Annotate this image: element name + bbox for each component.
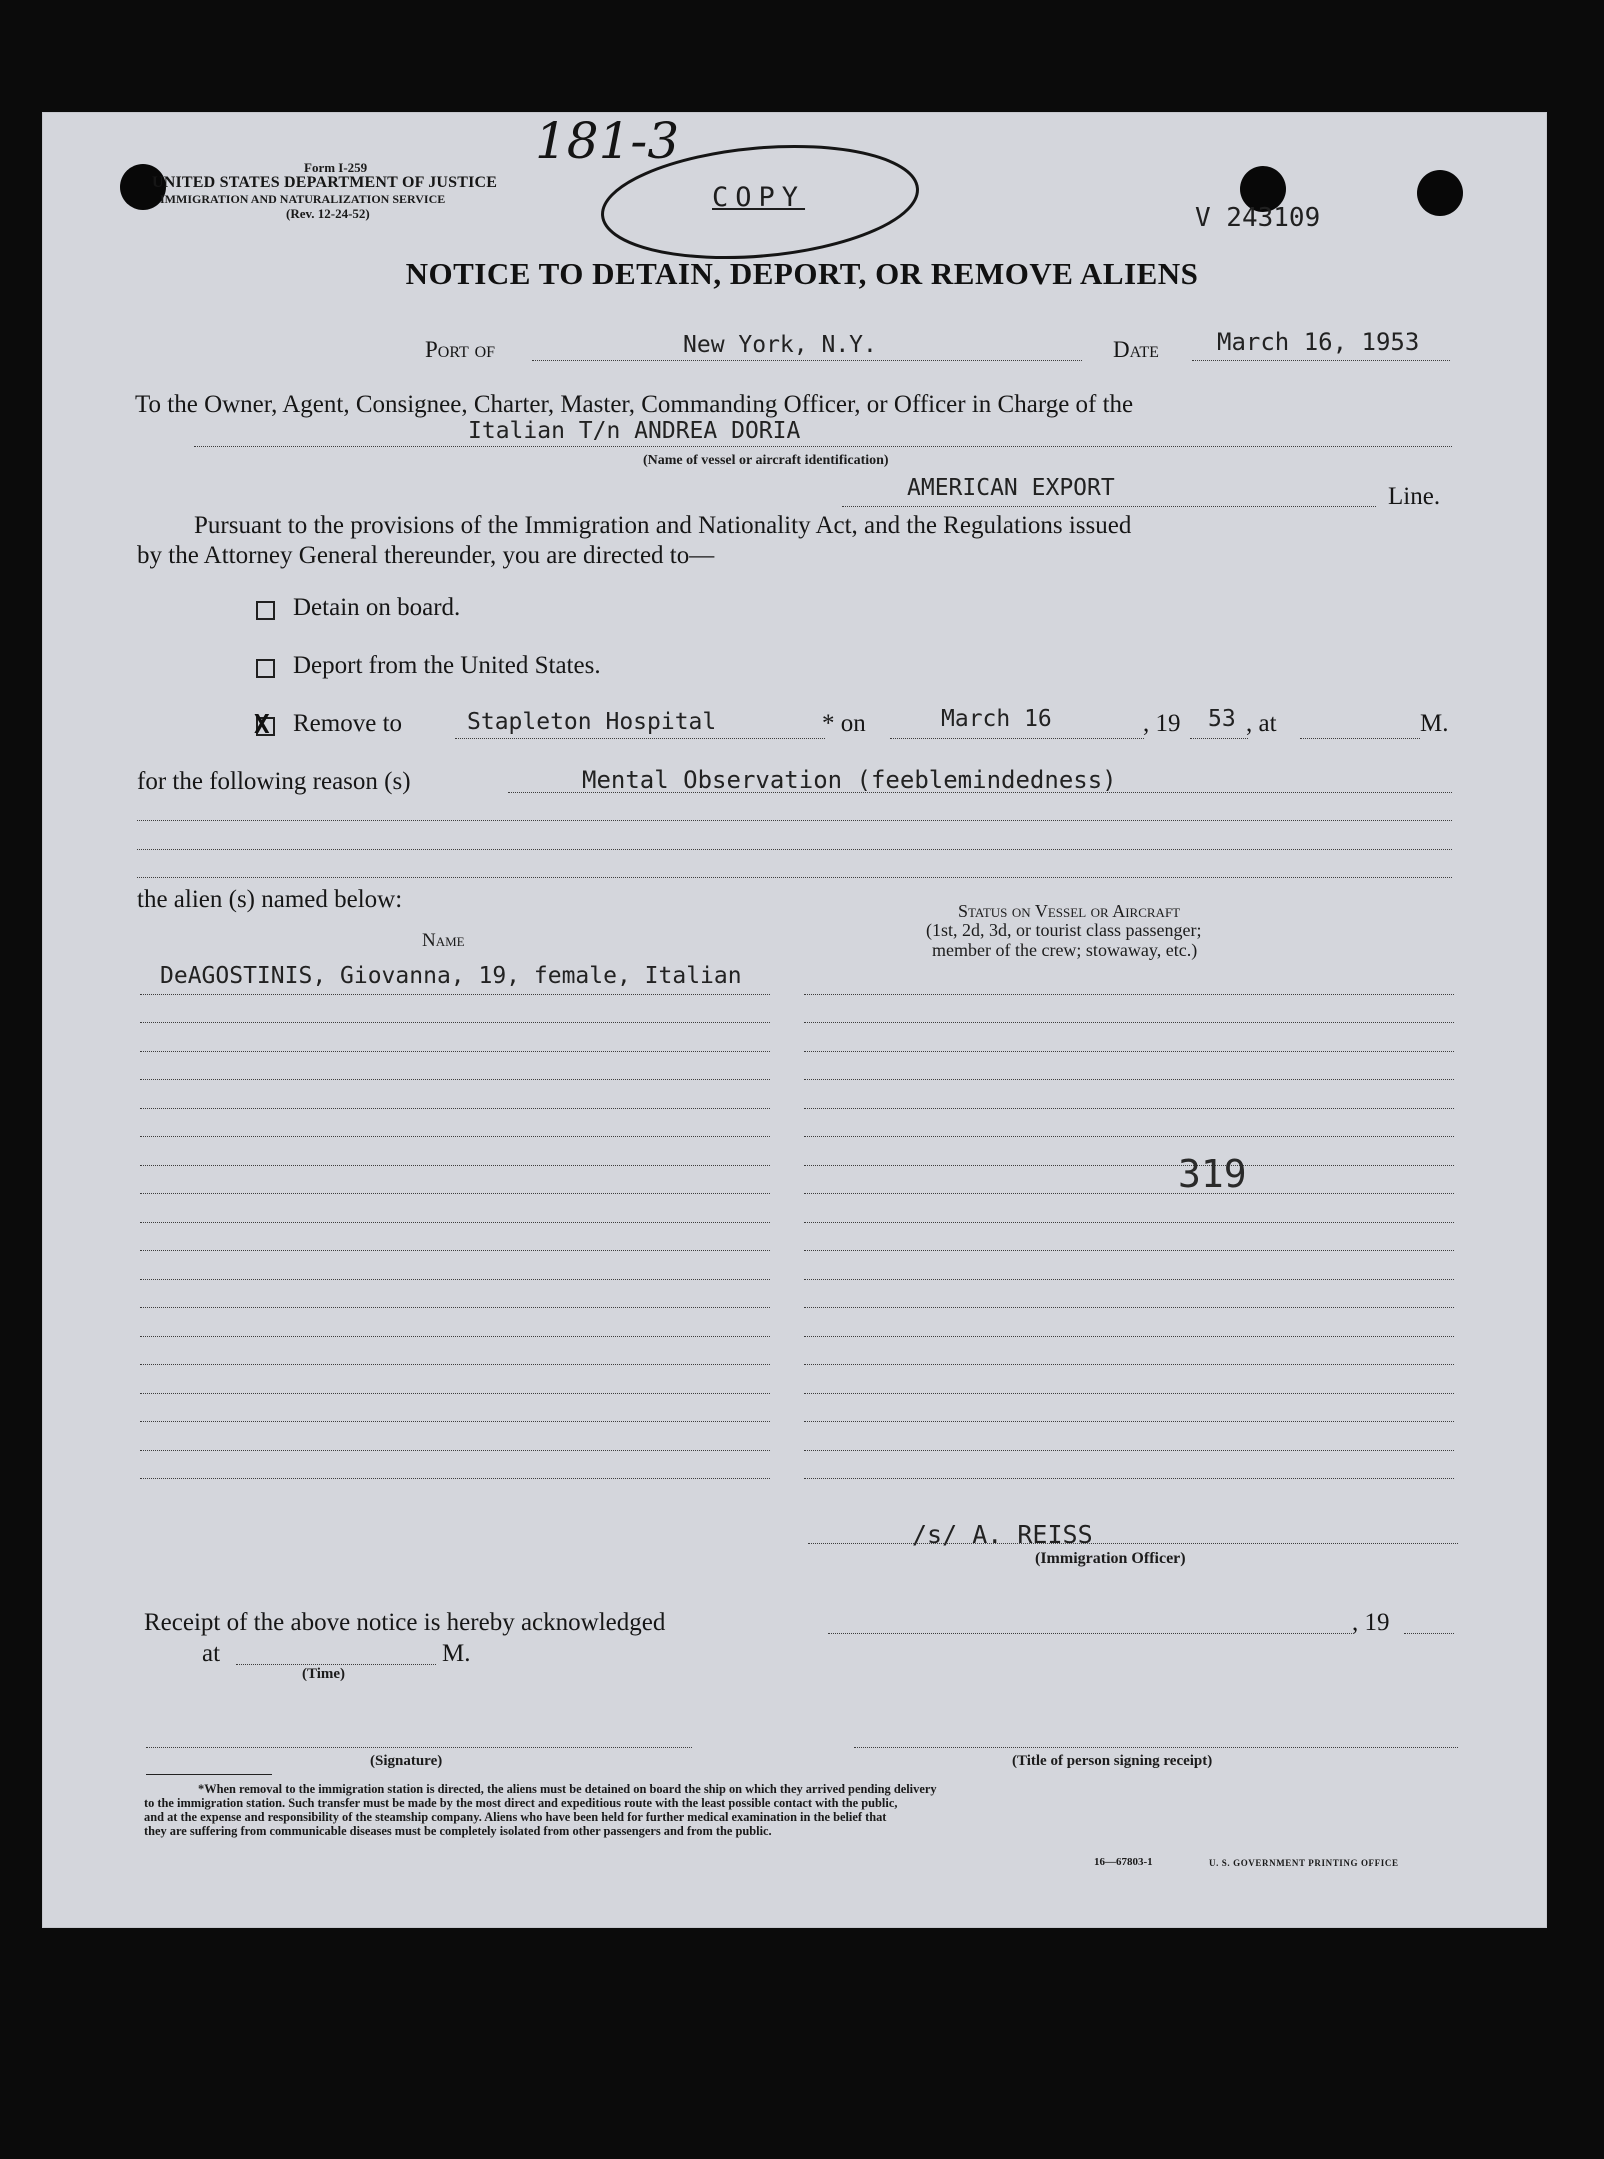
date-field-line [1192,360,1450,361]
port-label: Port of [425,337,496,362]
form-page [42,112,1547,1928]
name-line [140,1364,770,1365]
stamped-number: 319 [1178,1152,1247,1196]
detain-label: Detain on board. [293,594,461,621]
name-line [140,994,770,995]
status-column-sub-1: (1st, 2d, 3d, or tourist class passenger; [926,920,1202,940]
status-line [804,1051,1454,1052]
name-line [140,1393,770,1394]
receipt-title-line [854,1747,1458,1748]
status-line [804,1393,1454,1394]
reasons-label: for the following reason (s) [137,768,411,795]
vessel-field-line [194,446,1452,447]
name-line [140,1279,770,1280]
name-line [140,1136,770,1137]
footnote-line-1: *When removal to the immigration station is directed, the aliens must be detained on board the ship on which they arrived pending delivery [198,1782,937,1796]
name-line [140,1165,770,1166]
receipt-date-line [828,1633,1352,1634]
remove-date: March 16 [941,706,1052,732]
form-title: NOTICE TO DETAIN, DEPORT, OR REMOVE ALIENS [405,256,1199,291]
status-line [804,1421,1454,1422]
status-line [804,1250,1454,1251]
punch-hole-right [1417,170,1463,216]
department-name: UNITED STATES DEPARTMENT OF JUSTICE [152,174,498,191]
status-line [804,1364,1454,1365]
status-line [804,994,1454,995]
footnote-rule [146,1774,272,1775]
status-line [804,1307,1454,1308]
remove-m-label: M. [1420,710,1449,737]
line-label: Line. [1388,483,1441,510]
status-line [804,1450,1454,1451]
line-field-line [842,506,1376,507]
date-value: March 16, 1953 [1217,328,1420,356]
receipt-title-caption: (Title of person signing receipt) [1012,1753,1213,1769]
remove-at-label: , at [1246,710,1277,737]
reasons-line-2 [137,820,1452,821]
officer-caption: (Immigration Officer) [1035,1550,1186,1567]
remove-year-line [1190,738,1248,739]
name-line [140,1079,770,1080]
status-line [804,1279,1454,1280]
status-line [804,1165,1454,1166]
reasons-line-4 [137,877,1452,878]
deport-label: Deport from the United States. [293,652,601,679]
footnote-line-4: they are suffering from communicable diseases must be completely isolated from other passengers and from the public. [144,1824,772,1838]
form-number: V 243109 [1195,203,1321,233]
name-line [140,1222,770,1223]
name-line [140,1336,770,1337]
deport-checkbox[interactable] [256,659,275,678]
receipt-signature-line [146,1747,692,1748]
status-line [804,1136,1454,1137]
status-line [804,1478,1454,1479]
vessel-caption: (Name of vessel or aircraft identification) [643,453,889,468]
receipt-m-label: M. [442,1640,471,1667]
pursuant-line-1: Pursuant to the provisions of the Immigration and Nationality Act, and the Regulations issued [194,512,1132,539]
service-name: IMMIGRATION AND NATURALIZATION SERVICE [160,192,446,206]
officer-signature-line [808,1543,1458,1544]
footnote-line-3: and at the expense and responsibility of the steamship company. Aliens who have been held for further medical examination in the belief that [144,1810,887,1824]
pursuant-line-2: by the Attorney General thereunder, you are directed to— [137,542,715,569]
status-column-header: Status on Vessel or Aircraft [958,901,1181,921]
remove-time-line [1300,738,1420,739]
status-column-sub-2: member of the crew; stowaway, etc.) [932,940,1198,960]
name-line [140,1421,770,1422]
addressee-line: To the Owner, Agent, Consignee, Charter, Master, Commanding Officer, or Officer in Charge of the [135,391,1134,418]
printer-office: U. S. GOVERNMENT PRINTING OFFICE [1209,1858,1399,1868]
form-revision: (Rev. 12-24-52) [286,206,370,221]
officer-signature: /s/ A. REISS [912,1520,1093,1549]
status-line [804,1222,1454,1223]
name-line [140,1478,770,1479]
line-value: AMERICAN EXPORT [907,475,1115,501]
reasons-value: Mental Observation (feeblemindedness) [582,766,1117,794]
detain-checkbox[interactable] [256,601,275,620]
port-value: New York, N.Y. [683,332,877,358]
receipt-time-line [236,1664,436,1665]
name-line [140,1193,770,1194]
vessel-value: Italian T/n ANDREA DORIA [468,418,801,444]
name-line [140,1307,770,1308]
name-line [140,1450,770,1451]
remove-year: 53 [1208,706,1236,732]
status-line [804,1022,1454,1023]
footnote-line-2: to the immigration station. Such transfer must be made by the most direct and expeditious route with the least possible contact with the public, [144,1796,898,1810]
name-column-header: Name [422,930,465,951]
remove-destination: Stapleton Hospital [467,709,717,735]
printer-code: 16—67803-1 [1094,1856,1153,1868]
reasons-line-3 [137,849,1452,850]
name-line [140,1250,770,1251]
remove-label: Remove to [293,710,403,737]
receipt-time-caption: (Time) [302,1666,346,1682]
copy-stamp-label: COPY [712,182,806,213]
remove-date-line [890,738,1144,739]
date-label: Date [1113,337,1159,362]
alien-entry-1: DeAGOSTINIS, Giovanna, 19, female, Italian [160,963,742,989]
name-line [140,1022,770,1023]
receipt-signature-caption: (Signature) [370,1753,443,1769]
remove-year-prefix: , 19 [1143,710,1181,737]
receipt-text: Receipt of the above notice is hereby acknowledged [144,1609,666,1636]
status-line [804,1079,1454,1080]
remove-checkbox-mark: X [254,710,270,740]
status-line [804,1193,1454,1194]
status-line [804,1108,1454,1109]
name-line [140,1108,770,1109]
port-field-line [532,360,1082,361]
receipt-year-label: , 19 [1352,1609,1390,1636]
name-line [140,1051,770,1052]
status-line [804,1336,1454,1337]
remove-on-label: * on [822,710,866,737]
form-code: Form I-259 [304,160,368,175]
aliens-intro: the alien (s) named below: [137,886,403,913]
handwritten-number: 181-3 [535,112,680,170]
receipt-at-label: at [202,1640,221,1667]
remove-destination-line [455,738,825,739]
receipt-year-line [1404,1633,1454,1634]
